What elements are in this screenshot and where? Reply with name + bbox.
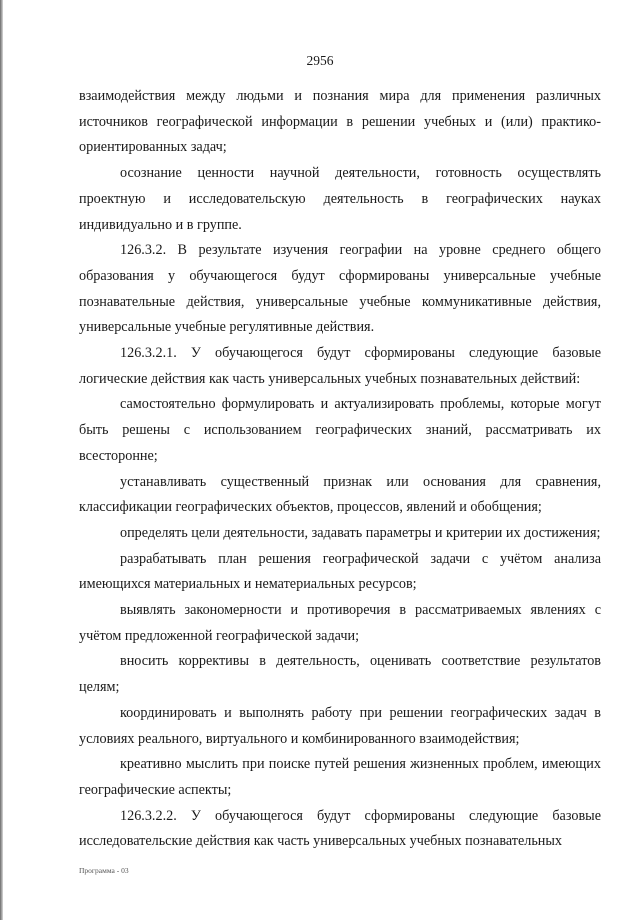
- footer-note: Программа - 03: [79, 866, 129, 875]
- paragraph: определять цели деятельности, задавать параметры и критерии их достижения;: [120, 524, 601, 541]
- paragraph: вносить коррективы в деятельность, оценивать соответствие результатов целям;: [79, 653, 601, 696]
- paragraph: осознание ценности научной деятельности, готовность осуществлять проектную и исследовательскую деятельность в географических науках индивидуально и в группе.: [79, 165, 601, 233]
- paragraph: устанавливать существенный признак или основания для сравнения, классификации географических объектов, процессов, явлений и обобщения;: [79, 473, 601, 516]
- paragraph: координировать и выполнять работу при решении географических задач в условиях реального, виртуального и комбинированного взаимодействия;: [79, 704, 601, 747]
- paragraph: 126.3.2.2. У обучающегося будут сформированы следующие базовые исследовательские действия как часть универсальных учебных познавательных: [79, 807, 601, 850]
- document-body: [79, 84, 601, 855]
- paragraph: 126.3.2. В результате изучения географии на уровне среднего общего образования у обучающегося будут сформированы универсальные учебные познавательные действия, универсальные учебные коммуникативные действия, универсальные учебные регулятивные действия.: [79, 242, 601, 336]
- paragraph: взаимодействия между людьми и познания мира для применения различных источников географической информации в решении учебных и (или) практико-ориентированных задач;: [79, 88, 601, 156]
- paragraph: креативно мыслить при поиске путей решения жизненных проблем, имеющих географические аспекты;: [79, 756, 601, 798]
- paragraph: самостоятельно формулировать и актуализировать проблемы, которые могут быть решены с использованием географических знаний, рассматривать их всесторонне;: [79, 396, 601, 464]
- paragraph: выявлять закономерности и противоречия в рассматриваемых явлениях с учётом предложенной географической задачи;: [79, 602, 601, 644]
- scan-edge: [0, 0, 3, 920]
- page-number: 2956: [306, 53, 334, 68]
- paragraph: разрабатывать план решения географической задачи с учётом анализа имеющихся материальных и нематериальных ресурсов;: [79, 550, 601, 593]
- paragraph: 126.3.2.1. У обучающегося будут сформированы следующие базовые логические действия как часть универсальных учебных познавательных действий:: [79, 345, 601, 387]
